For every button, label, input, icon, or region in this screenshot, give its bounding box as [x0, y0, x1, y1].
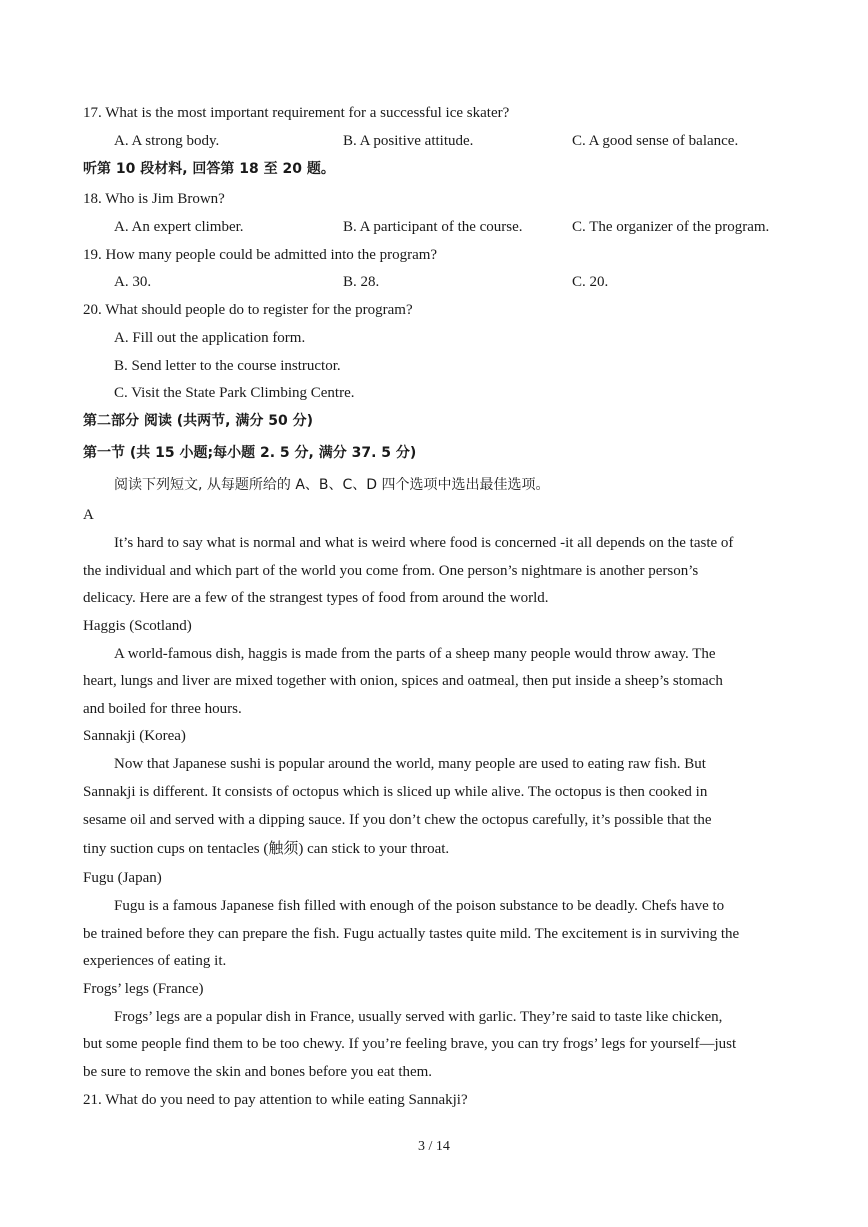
question-21-stem: 21. What do you need to pay attention to while eating Sannakji? — [83, 1092, 468, 1108]
question-20-stem: 20. What should people do to register for the program? — [83, 302, 413, 318]
question-17-option-a: A. A strong body. — [114, 133, 220, 149]
intro-line-1: It’s hard to say what is normal and what is weird where food is concerned -it all depends on the taste of — [114, 535, 734, 551]
question-18-option-a: A. An expert climber. — [114, 219, 244, 235]
question-19-option-c: C. 20. — [572, 274, 609, 290]
frogs-line-3: be sure to remove the skin and bones before you eat them. — [83, 1064, 433, 1080]
intro-line-3: delicacy. Here are a few of the strangest types of food from around the world. — [83, 590, 549, 606]
question-17-option-b: B. A positive attitude. — [343, 133, 474, 149]
question-17-stem: 17. What is the most important requirement for a successful ice skater? — [83, 105, 510, 121]
intro-line-2: the individual and which part of the world you come from. One person’s nightmare is another person’s — [83, 563, 699, 579]
question-20-option-c: C. Visit the State Park Climbing Centre. — [114, 385, 355, 401]
section-1-heading: 第一节 (共 15 小题;每小题 2. 5 分, 满分 37. 5 分) — [83, 445, 417, 461]
haggis-title: Haggis (Scotland) — [83, 618, 192, 634]
fugu-line-1: Fugu is a famous Japanese fish filled with enough of the poison substance to be deadly. Chefs have to — [114, 898, 725, 914]
part-2-heading: 第二部分 阅读 (共两节, 满分 50 分) — [83, 413, 313, 429]
sannakji-line-4: tiny suction cups on tentacles (触须) can stick to your throat. — [83, 841, 450, 857]
fugu-title: Fugu (Japan) — [83, 870, 162, 886]
question-18-option-c: C. The organizer of the program. — [572, 219, 770, 235]
fugu-line-3: experiences of eating it. — [83, 953, 227, 969]
haggis-line-3: and boiled for three hours. — [83, 701, 242, 717]
reading-instruction: 阅读下列短文, 从每题所给的 A、B、C、D 四个选项中选出最佳选项。 — [114, 477, 550, 493]
frogs-line-1: Frogs’ legs are a popular dish in France, usually served with garlic. They’re said to taste like chicken, — [114, 1009, 723, 1025]
passage-label: A — [83, 507, 94, 523]
question-18-option-b: B. A participant of the course. — [343, 219, 523, 235]
question-20-option-b: B. Send letter to the course instructor. — [114, 358, 341, 374]
frogs-title: Frogs’ legs (France) — [83, 981, 204, 997]
page-number: 3 / 14 — [418, 1139, 450, 1154]
haggis-line-2: heart, lungs and liver are mixed together with onion, spices and oatmeal, then put inside a sheep’s stomach — [83, 673, 723, 689]
sannakji-line-3: sesame oil and served with a dipping sauce. If you don’t chew the octopus carefully, it’s possible that the — [83, 812, 712, 828]
question-20-option-a: A. Fill out the application form. — [114, 330, 306, 346]
question-19-option-a: A. 30. — [114, 274, 152, 290]
sannakji-line-1: Now that Japanese sushi is popular around the world, many people are used to eating raw fish. But — [114, 756, 706, 772]
haggis-line-1: A world-famous dish, haggis is made from the parts of a sheep many people would throw away. The — [114, 646, 716, 662]
section-10-instruction: 听第 10 段材料, 回答第 18 至 20 题。 — [83, 161, 335, 177]
question-19-option-b: B. 28. — [343, 274, 380, 290]
frogs-line-2: but some people find them to be too chewy. If you’re feeling brave, you can try frogs’ legs for yourself—just — [83, 1036, 737, 1052]
question-19-stem: 19. How many people could be admitted into the program? — [83, 247, 438, 263]
fugu-line-2: be trained before they can prepare the fish. Fugu actually tastes quite mild. The excitement is in surviving the — [83, 926, 740, 942]
question-18-stem: 18. Who is Jim Brown? — [83, 191, 225, 207]
sannakji-line-2: Sannakji is different. It consists of octopus which is sliced up while alive. The octopus is then cooked in — [83, 784, 708, 800]
sannakji-title: Sannakji (Korea) — [83, 728, 186, 744]
question-17-option-c: C. A good sense of balance. — [572, 133, 739, 149]
